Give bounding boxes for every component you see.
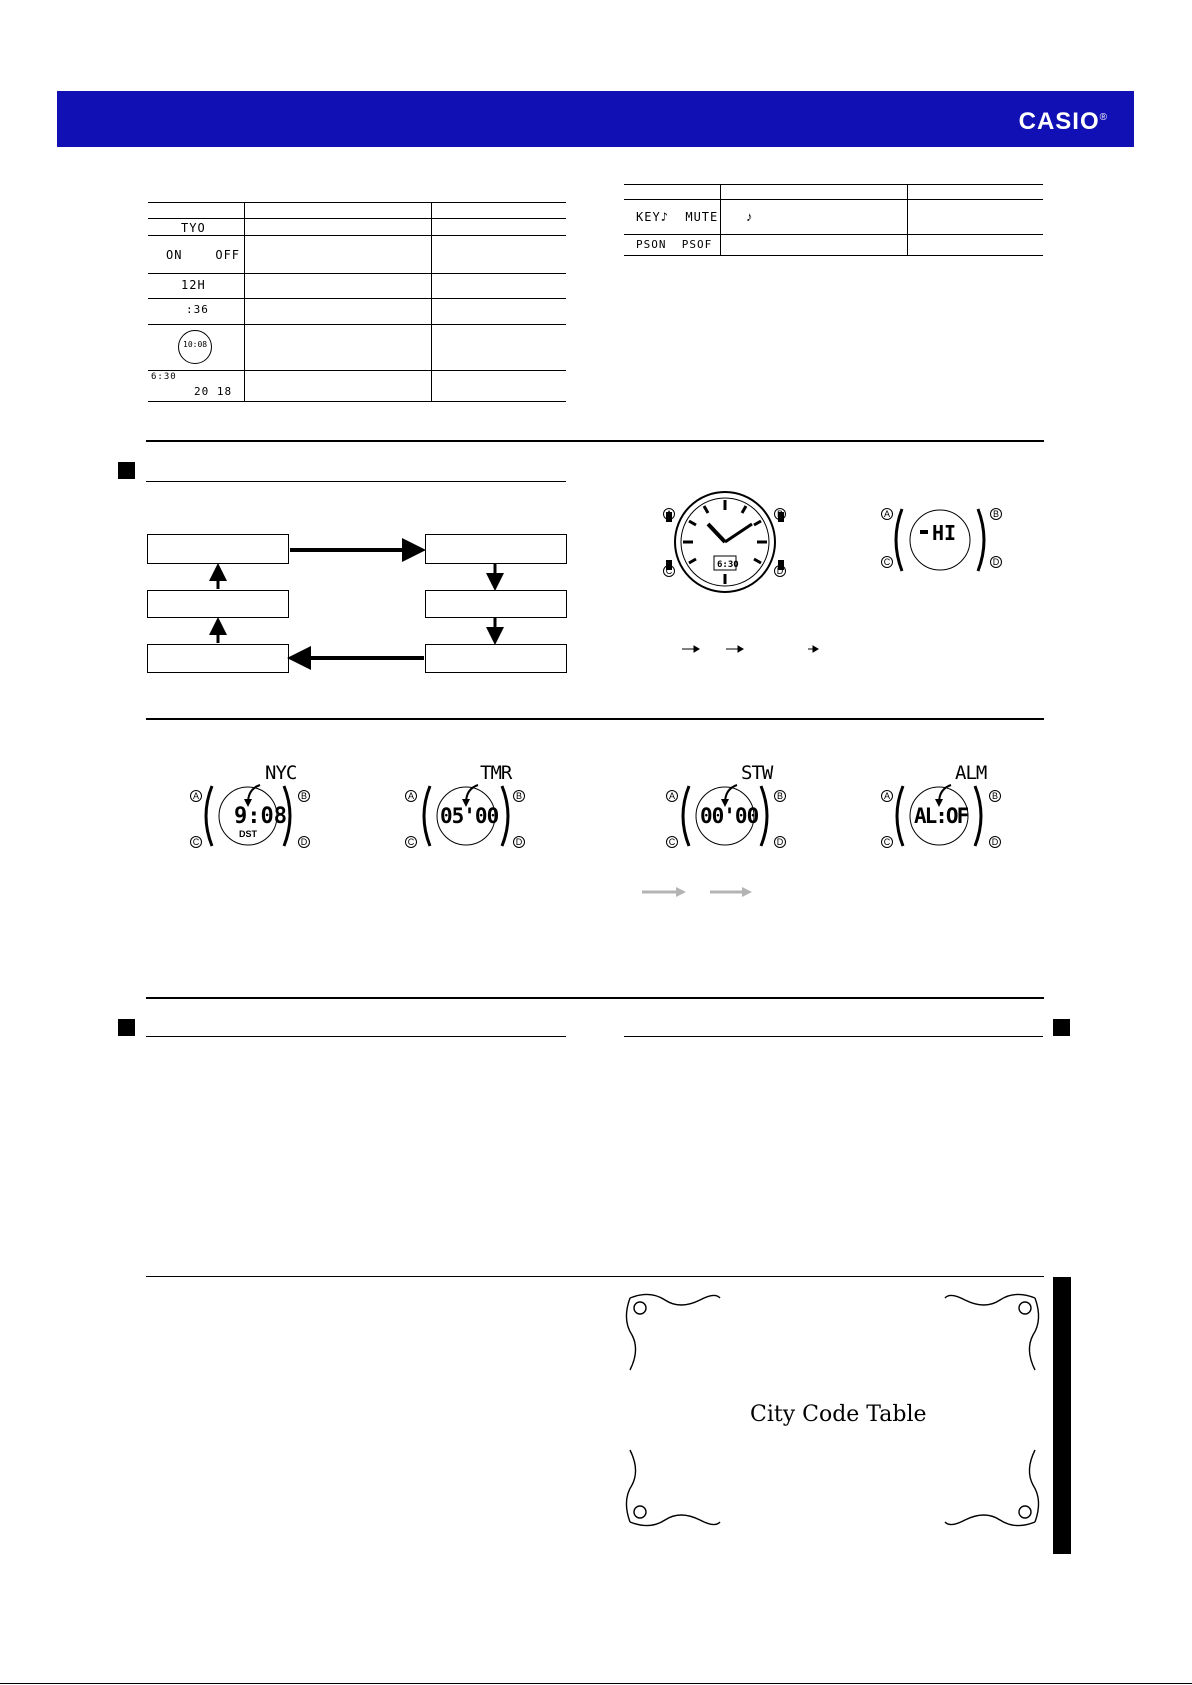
- button-a-label: A: [405, 790, 417, 802]
- dst-indicator: DST: [239, 829, 257, 839]
- lcd-on-off: ON OFF: [166, 248, 241, 262]
- button-d-label: D: [990, 556, 1002, 568]
- button-a-label: A: [666, 790, 678, 802]
- button-b-label: B: [513, 790, 525, 802]
- mini-watch-dial: [178, 330, 212, 364]
- button-d-label: D: [513, 836, 525, 848]
- page-edge-bar: [1053, 1277, 1071, 1554]
- mode-code-stw: STW: [741, 762, 773, 784]
- alarm-lcd: AL:OF: [914, 804, 968, 828]
- lcd-pson-psof: PSON PSOF: [636, 238, 713, 251]
- timer-lcd: 05'00: [440, 804, 499, 828]
- button-b-label: B: [298, 790, 310, 802]
- hi-lcd: HI: [932, 521, 957, 545]
- button-b-label: B: [989, 790, 1001, 802]
- button-d-label: D: [298, 836, 310, 848]
- lcd-city-tyo: TYO: [181, 221, 206, 235]
- lcd-key-mute: KEY♪ MUTE: [636, 210, 719, 224]
- small-arrows: [680, 643, 820, 655]
- lcd-12h: 12H: [181, 278, 206, 292]
- button-a-label: A: [663, 508, 675, 520]
- casio-logo: CASIO®: [1018, 108, 1108, 135]
- button-c-label: C: [881, 556, 893, 568]
- analog-lcd: 6:30: [717, 560, 739, 570]
- button-b-label: B: [774, 508, 786, 520]
- world-time-lcd: 9:08: [234, 804, 287, 829]
- stopwatch-lcd: 00'00: [700, 804, 759, 828]
- mode-code-nyc: NYC: [265, 762, 297, 784]
- section-marker: [118, 1019, 135, 1036]
- lcd-time: 6:30: [151, 372, 177, 382]
- button-a-label: A: [881, 508, 893, 520]
- section-marker: [1053, 1019, 1070, 1036]
- section-marker: [118, 462, 135, 479]
- lcd-hand-home: 10:08: [183, 340, 208, 349]
- button-d-label: D: [774, 565, 786, 577]
- lcd-date: 20 18: [194, 385, 233, 398]
- button-c-label: C: [663, 565, 675, 577]
- lcd-seconds: :36: [186, 303, 209, 316]
- button-b-label: B: [774, 790, 786, 802]
- analog-watch: [660, 488, 790, 596]
- mode-code-tmr: TMR: [480, 762, 512, 784]
- button-c-label: C: [190, 836, 202, 848]
- button-a-label: A: [190, 790, 202, 802]
- button-a-label: A: [881, 790, 893, 802]
- gray-arrows: [640, 884, 760, 900]
- mode-code-alm: ALM: [955, 762, 987, 784]
- note-icon: ♪: [746, 209, 753, 224]
- city-code-table-title: City Code Table: [750, 1402, 927, 1427]
- header-band: [57, 91, 1134, 147]
- flow-arrows: [140, 525, 580, 675]
- button-b-label: B: [990, 508, 1002, 520]
- button-c-label: C: [405, 836, 417, 848]
- button-c-label: C: [666, 836, 678, 848]
- button-d-label: D: [989, 836, 1001, 848]
- button-d-label: D: [774, 836, 786, 848]
- button-c-label: C: [881, 836, 893, 848]
